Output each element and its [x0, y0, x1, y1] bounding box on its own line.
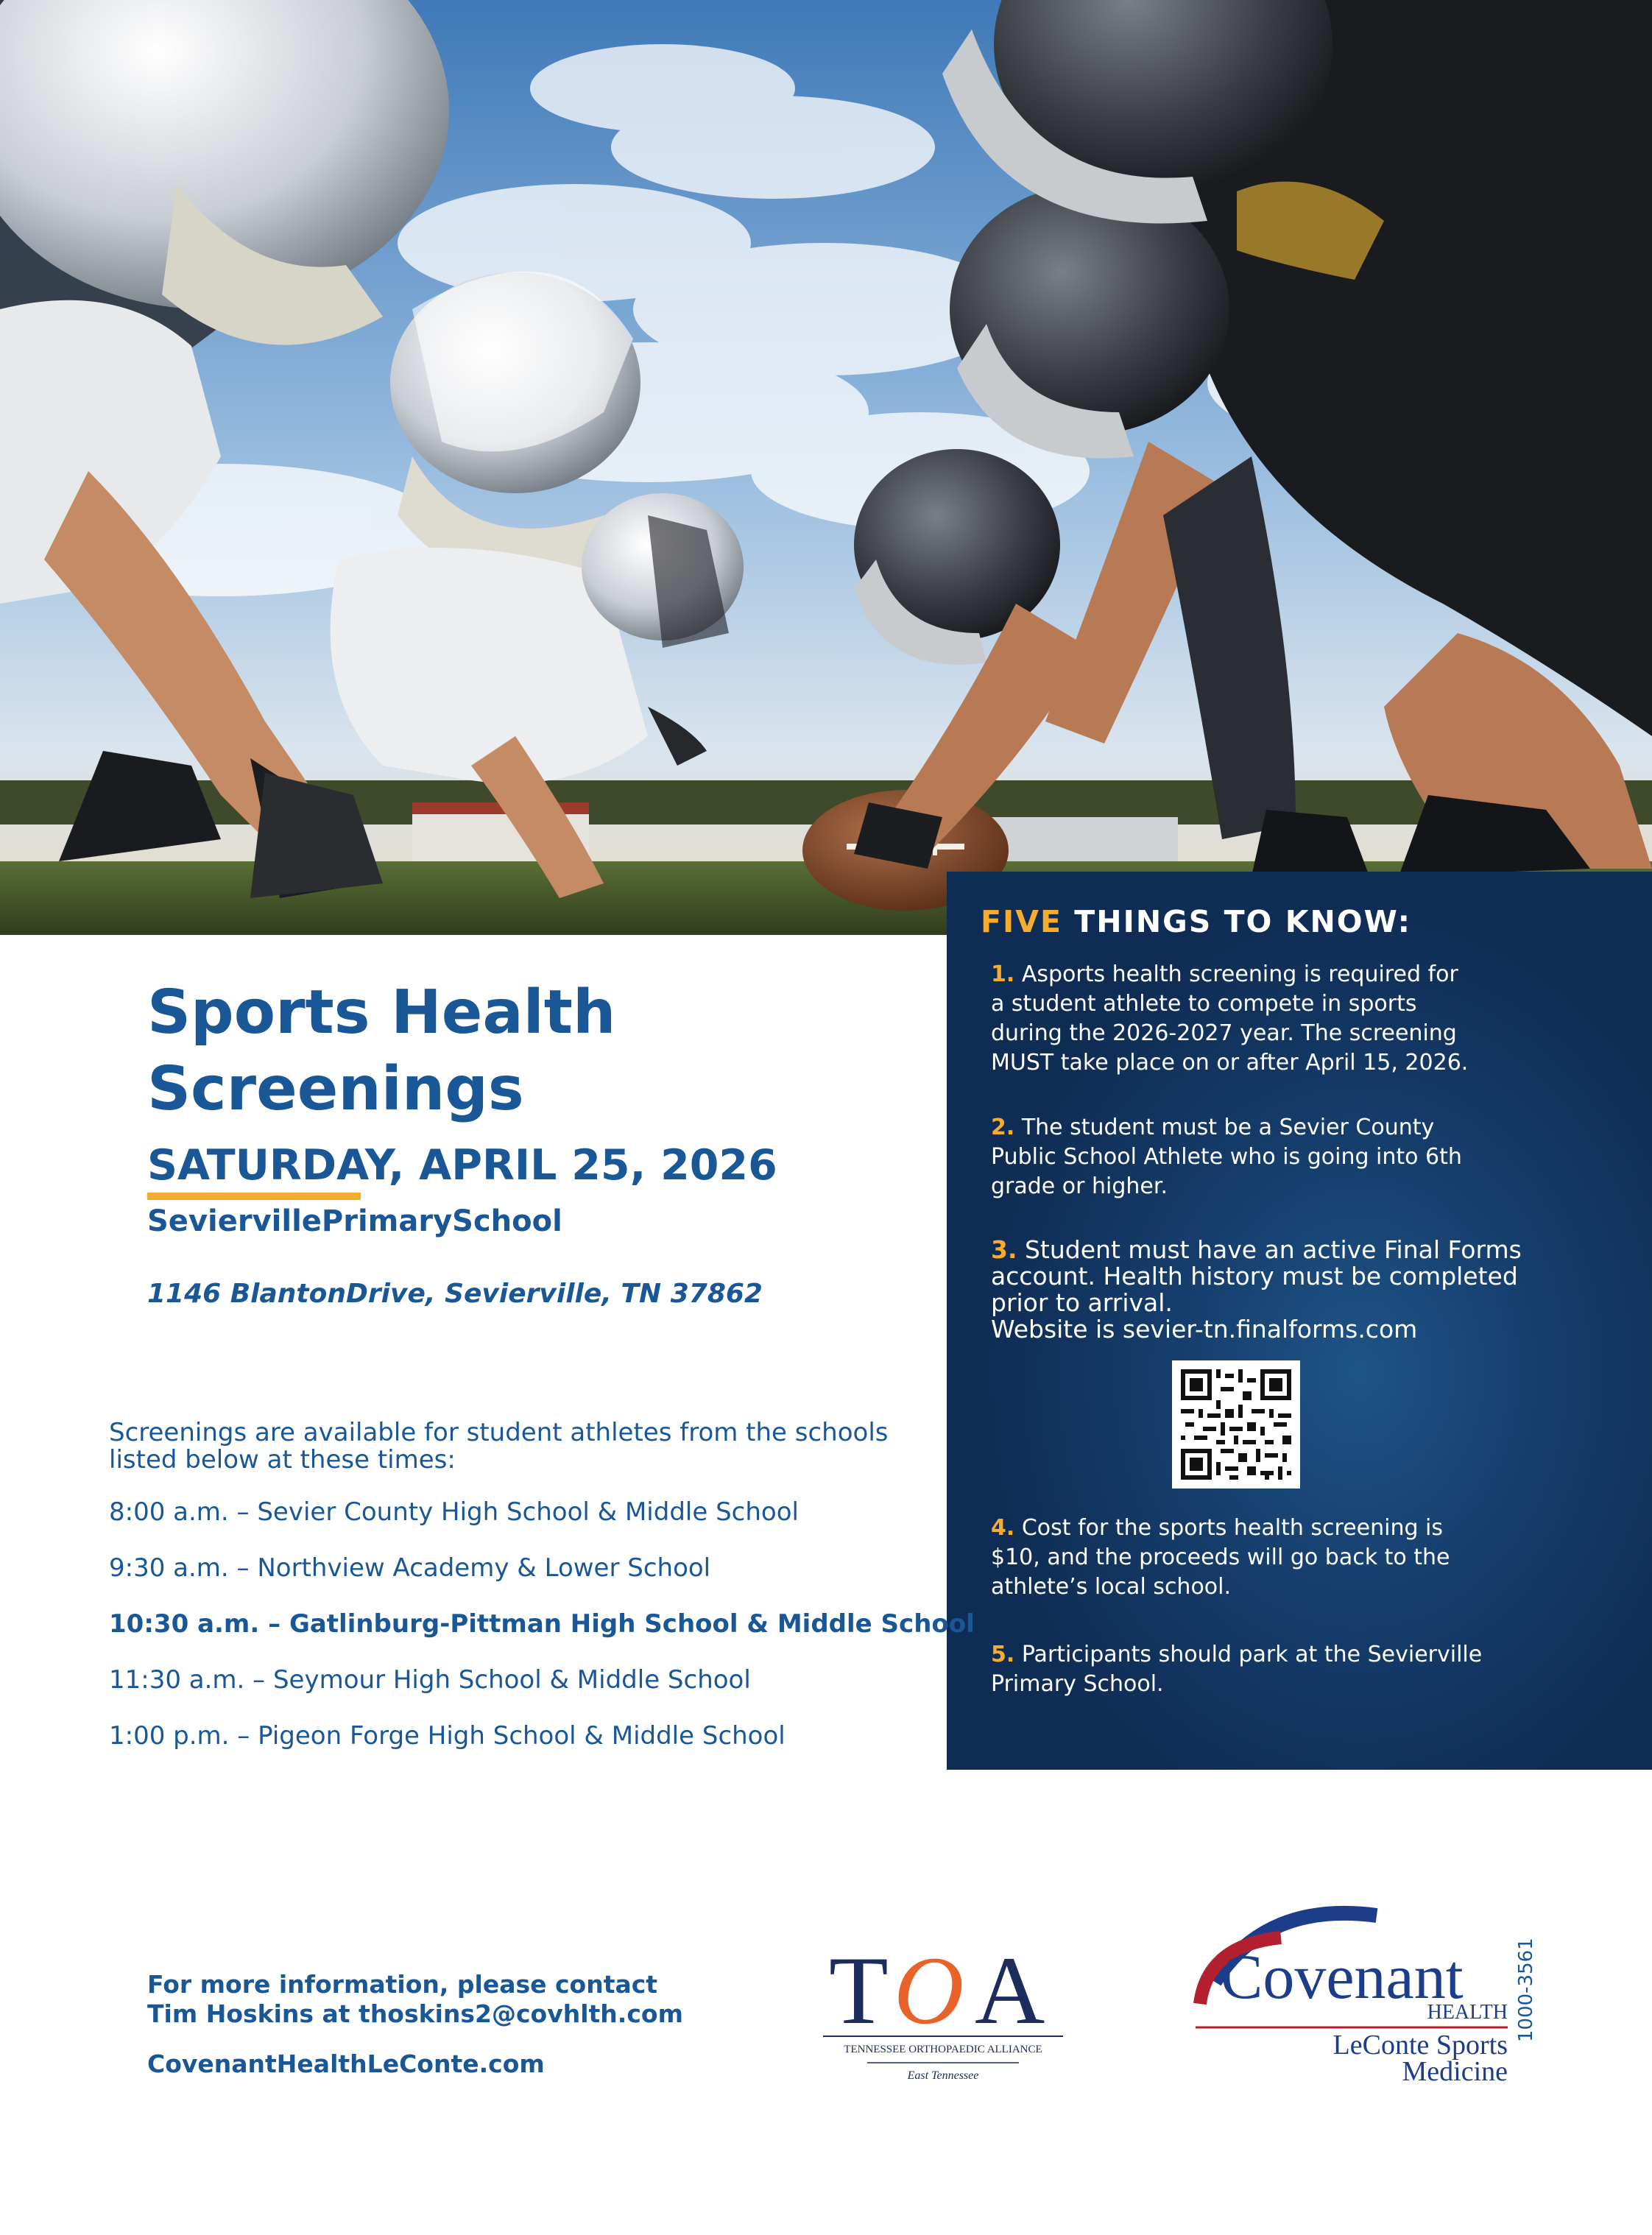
toa-logo [823, 1926, 1063, 2085]
contact-info: For more information, please contact Tim Hoskins at thoskins2@covhlth.com [147, 1970, 683, 2028]
list-item: 3. Student must have an active Final Forms account. Health history must be completed prior to arrival. Website is sevier-tn.finalforms.com [991, 1235, 1522, 1344]
covenant-logo-name: Covenant [1221, 1941, 1464, 2012]
schedule-item: 8:00 a.m. – Sevier County High School & Middle School [109, 1497, 799, 1527]
list-item: 5. Participants should park at the Sevierville Primary School. [991, 1642, 1483, 1697]
date-underline [147, 1193, 361, 1200]
event-address: 1146 BlantonDrive, Sevierville, TN 37862 [147, 1279, 763, 1309]
toa-logo-o: O [894, 1936, 964, 2044]
document-code: 1000-3561 [1515, 1938, 1537, 2042]
list-item: 2. The student must be a Sevier County Public School Athlete who is going into 6th grade or higher. [991, 1115, 1462, 1199]
schedule-item: 11:30 a.m. – Seymour High School & Middle School [109, 1665, 751, 1695]
website-link[interactable]: CovenantHealthLeConte.com [147, 2049, 545, 2078]
covenant-logo-line2: Medicine [1402, 2056, 1508, 2085]
covenant-logo-line1: LeConte Sports [1332, 2030, 1508, 2061]
event-date: SATURDAY, APRIL 25, 2026 [147, 1141, 777, 1190]
hero-photo [0, 0, 1652, 935]
covenant-logo-health: HEALTH [1427, 2001, 1508, 2024]
toa-logo-t: T [829, 1936, 889, 2044]
schedule-intro: Screenings are available for student athletes from the schools listed below at these times: [109, 1418, 889, 1475]
panel-heading: FIVE THINGS TO KNOW: [981, 904, 1411, 939]
list-item: 4. Cost for the sports health screening is $10, and the proceeds will go back to the athlete’s local school. [991, 1515, 1450, 1600]
toa-logo-line2: East Tennessee [907, 2069, 979, 2082]
schedule-item: 1:00 p.m. – Pigeon Forge High School & Middle School [109, 1721, 786, 1751]
toa-logo-a: A [975, 1936, 1045, 2044]
schedule-item: 10:30 a.m. – Gatlinburg-Pittman High School & Middle School [109, 1609, 975, 1639]
covenant-logo [1178, 1893, 1511, 2085]
toa-logo-line1: TENNESSEE ORTHOPAEDIC ALLIANCE [844, 2044, 1042, 2055]
qr-code-icon[interactable] [1172, 1360, 1300, 1489]
schedule-item: 9:30 a.m. – Northview Academy & Lower School [109, 1553, 711, 1583]
list-item: 1. Asports health screening is required for a student athlete to compete in sports during the 2026-2027 year. The screening MUST take place on or after April 15, 2026. [991, 961, 1469, 1076]
five-things-panel [947, 872, 1652, 1770]
page-title: Sports Health Screenings [147, 978, 616, 1124]
event-location: SeviervillePrimarySchool [147, 1204, 562, 1238]
